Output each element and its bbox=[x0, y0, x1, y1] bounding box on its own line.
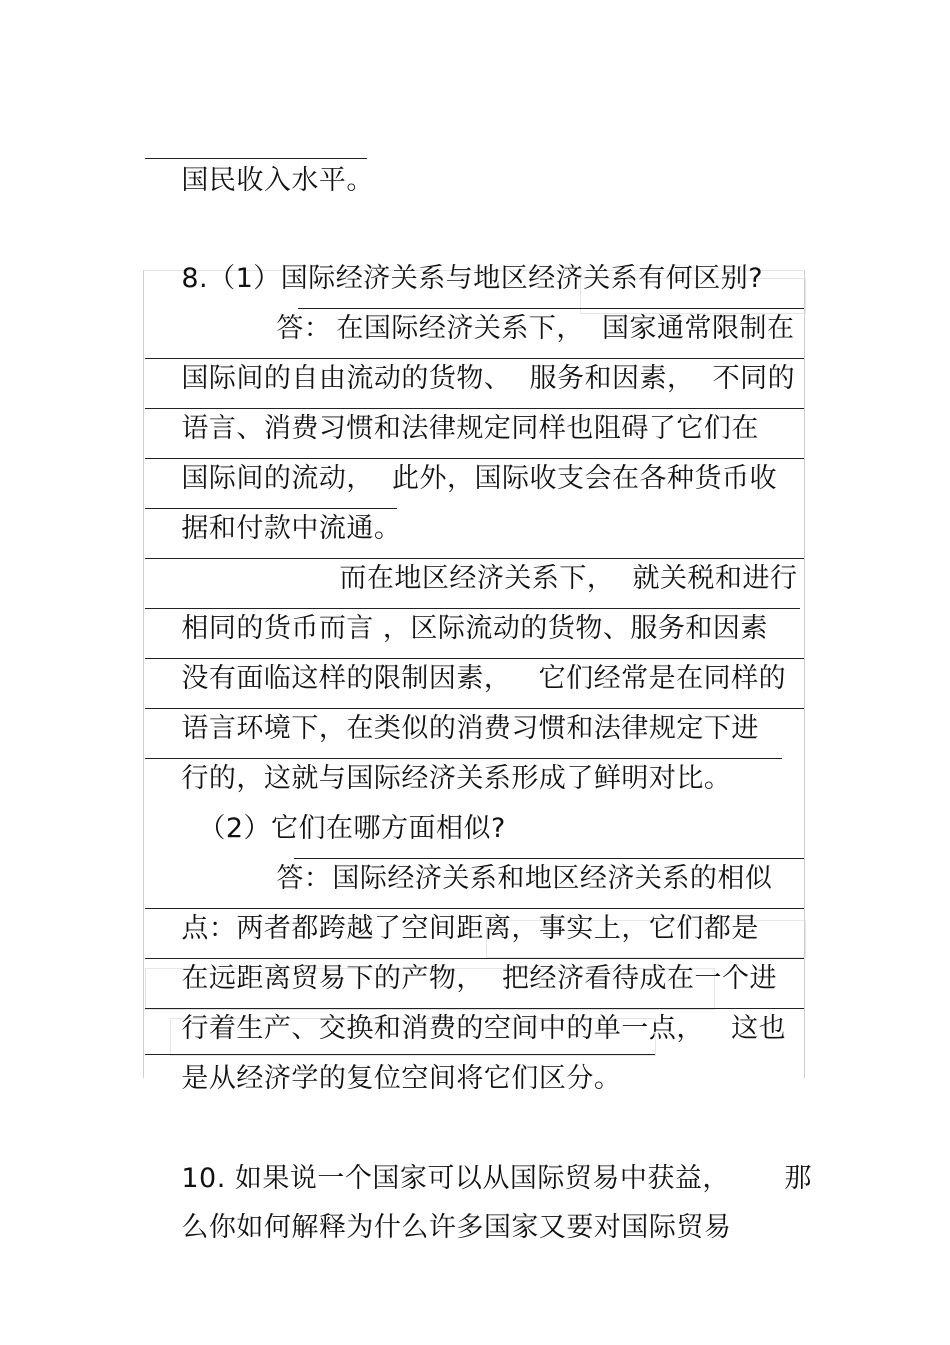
underline-rule bbox=[145, 158, 367, 159]
text-line bbox=[145, 127, 374, 235]
question-text: 10. 如果说一个国家可以从国际贸易中获益， 那 bbox=[181, 1163, 812, 1194]
text-line bbox=[145, 1025, 621, 1133]
line-text: 在远距离贸易下的产物， 把经济看待成在一个进 bbox=[181, 963, 778, 994]
line-text: 点：两者都跨越了空间距离，事实上，它们都是 bbox=[181, 913, 759, 944]
line-text: 在国际经济关系下， 国家通常限制在 bbox=[336, 313, 795, 344]
question-text: 8.（1）国际经济关系与地区经济关系有何区别? bbox=[181, 263, 764, 294]
line-text: 国际经济关系和地区经济关系的相似 bbox=[332, 863, 773, 894]
underline-rule bbox=[145, 358, 804, 359]
underline-rule bbox=[145, 758, 782, 759]
line-text: 行着生产、交换和消费的空间中的单一点， 这也 bbox=[181, 1013, 787, 1044]
underline-rule bbox=[145, 708, 804, 709]
underline-rule bbox=[145, 458, 804, 459]
question-10-continued bbox=[145, 1174, 731, 1282]
question-text: 么你如何解释为什么许多国家又要对国际贸易 bbox=[181, 1212, 732, 1243]
line-text: 国民收入水平。 bbox=[181, 165, 374, 196]
line-text: 国际间的流动， 此外，国际收支会在各种货币收 bbox=[181, 463, 778, 494]
line-text: 而在地区经济关系下， 就关税和进行 bbox=[339, 563, 798, 594]
line-text: 是从经济学的复位空间将它们区分。 bbox=[181, 1063, 622, 1094]
underline-rule bbox=[145, 558, 804, 559]
line-text: 语言环境下，在类似的消费习惯和法律规定下进 bbox=[181, 713, 759, 744]
line-text: 国际间的自由流动的货物、 服务和因素， 不同的 bbox=[181, 363, 796, 394]
answer-label: 答： bbox=[276, 313, 332, 344]
underline-rule bbox=[145, 508, 397, 509]
question-text: （2）它们在哪方面相似? bbox=[198, 813, 506, 844]
underline-rule bbox=[145, 658, 804, 659]
line-text: 行的，这就与国际经济关系形成了鲜明对比。 bbox=[181, 763, 732, 794]
line-text: 相同的货币而言 ，区际流动的货物、服务和因素 bbox=[181, 613, 768, 644]
underline-rule bbox=[145, 1054, 655, 1055]
underline-rule bbox=[145, 608, 800, 609]
underline-rule bbox=[298, 308, 804, 309]
underline-rule bbox=[294, 858, 804, 859]
answer-label: 答： bbox=[276, 863, 332, 894]
line-text: 语言、消费习惯和法律规定同样也阻碍了它们在 bbox=[181, 413, 759, 444]
line-text: 据和付款中流通。 bbox=[181, 513, 402, 544]
underline-rule bbox=[145, 1008, 804, 1009]
line-text: 没有面临这样的限制因素， 它们经常是在同样的 bbox=[181, 663, 787, 694]
underline-rule bbox=[145, 408, 804, 409]
underline-rule bbox=[145, 908, 804, 909]
underline-rule bbox=[145, 958, 804, 959]
